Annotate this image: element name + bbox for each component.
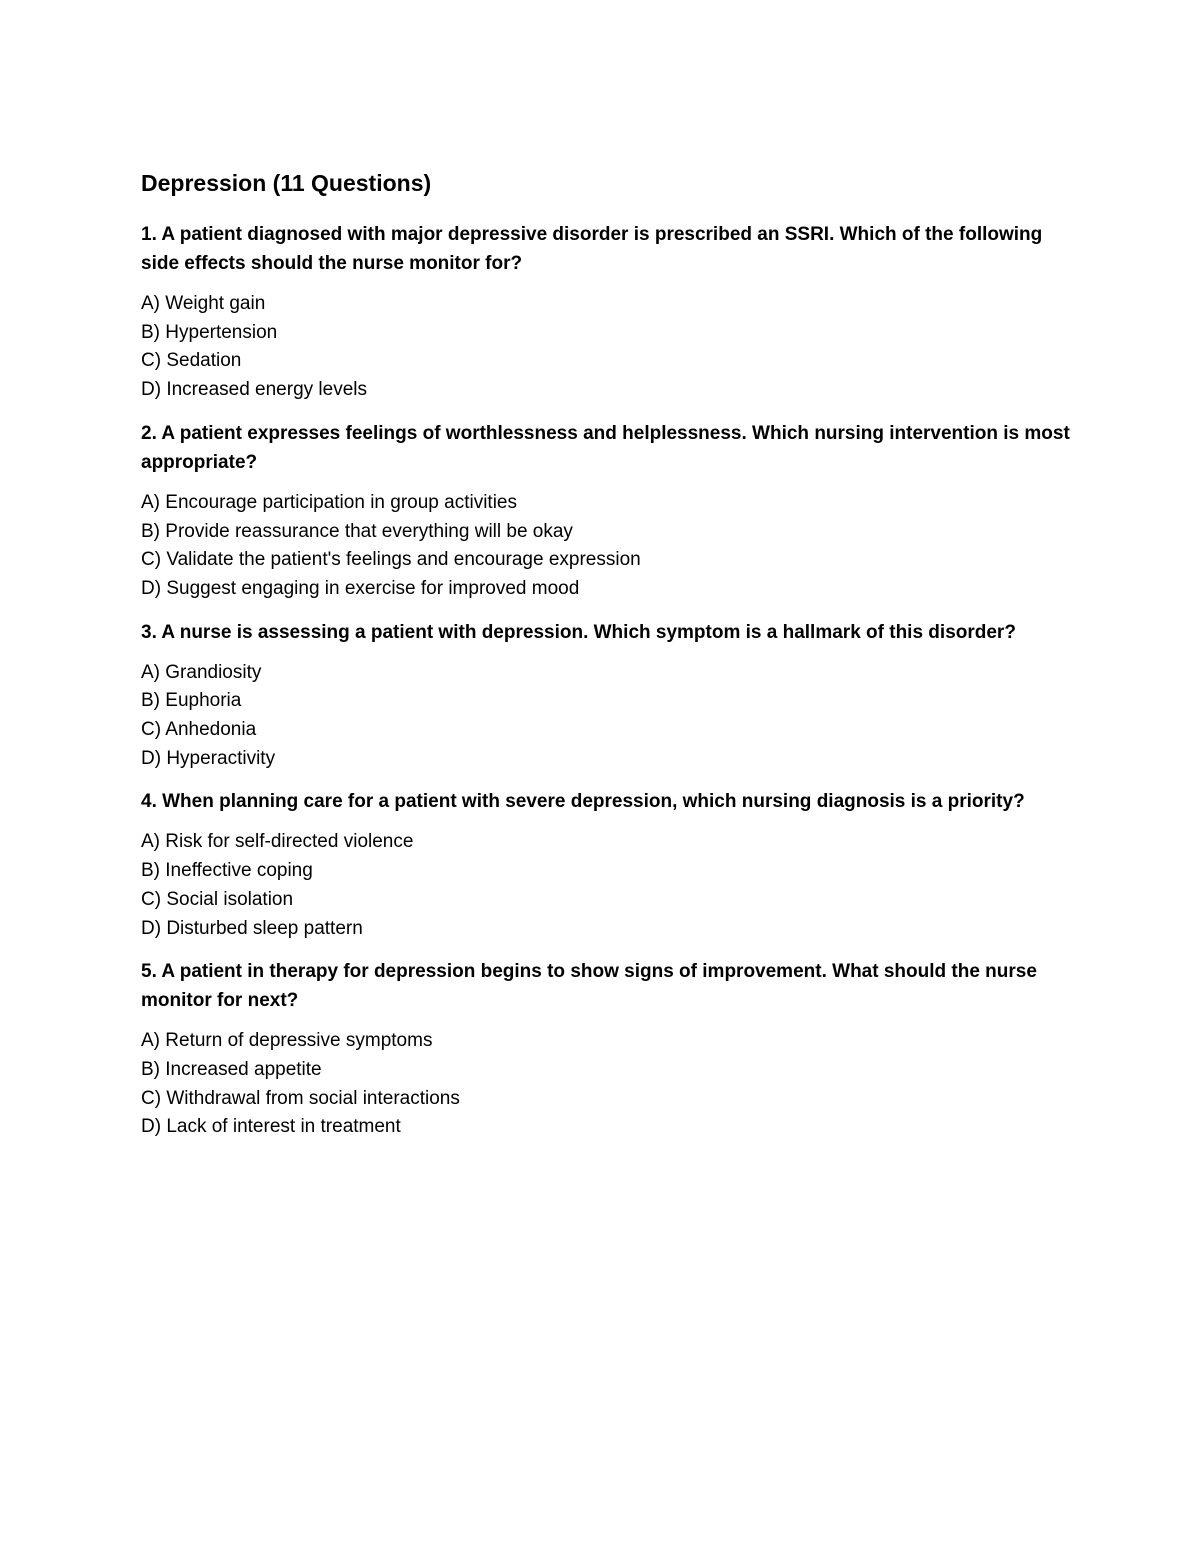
answer-option: C) Validate the patient's feelings and encourage expression: [141, 549, 641, 571]
answer-option: D) Suggest engaging in exercise for improved mood: [141, 577, 580, 599]
answer-options: [141, 1027, 1071, 1142]
answer-option: B) Hypertension: [141, 321, 278, 343]
document-title: Depression (11 Questions): [141, 170, 432, 196]
answer-options: [141, 659, 1071, 774]
answer-option: A) Return of depressive symptoms: [141, 1030, 433, 1052]
question-text: 1. A patient diagnosed with major depressive disorder is prescribed an SSRI. Which of the following side effects should the nurse monitor for?: [141, 224, 1043, 274]
question-5: [141, 957, 1071, 1142]
document-page: [141, 166, 1071, 1156]
answer-option: C) Withdrawal from social interactions: [141, 1087, 460, 1109]
answer-option: C) Sedation: [141, 350, 242, 372]
question-text: 3. A nurse is assessing a patient with depression. Which symptom is a hallmark of this disorder?: [141, 621, 1016, 643]
answer-option: A) Grandiosity: [141, 661, 262, 683]
answer-options: [141, 489, 1071, 604]
question-1: [141, 220, 1071, 405]
answer-option: D) Lack of interest in treatment: [141, 1116, 401, 1138]
answer-option: B) Euphoria: [141, 690, 242, 712]
answer-option: D) Hyperactivity: [141, 747, 276, 769]
answer-options: [141, 828, 1071, 943]
answer-option: B) Provide reassurance that everything will be okay: [141, 520, 573, 542]
answer-option: C) Anhedonia: [141, 719, 257, 741]
answer-option: D) Disturbed sleep pattern: [141, 917, 363, 939]
answer-option: B) Increased appetite: [141, 1058, 322, 1080]
question-text: 2. A patient expresses feelings of worthlessness and helplessness. Which nursing intervention is most appropriate?: [141, 422, 1070, 473]
question-4: [141, 787, 1071, 943]
answer-option: A) Encourage participation in group activities: [141, 491, 517, 513]
question-3: [141, 618, 1071, 774]
question-2: [141, 419, 1071, 604]
answer-option: D) Increased energy levels: [141, 379, 367, 401]
answer-option: A) Weight gain: [141, 293, 266, 314]
answer-option: B) Ineffective coping: [141, 860, 313, 882]
answer-options: [141, 290, 1071, 405]
question-text: 5. A patient in therapy for depression begins to show signs of improvement. What should the nurse monitor for next?: [141, 961, 1037, 1012]
question-text: 4. When planning care for a patient with severe depression, which nursing diagnosis is a priority?: [141, 791, 1025, 813]
answer-option: A) Risk for self-directed violence: [141, 831, 414, 853]
answer-option: C) Social isolation: [141, 888, 294, 910]
